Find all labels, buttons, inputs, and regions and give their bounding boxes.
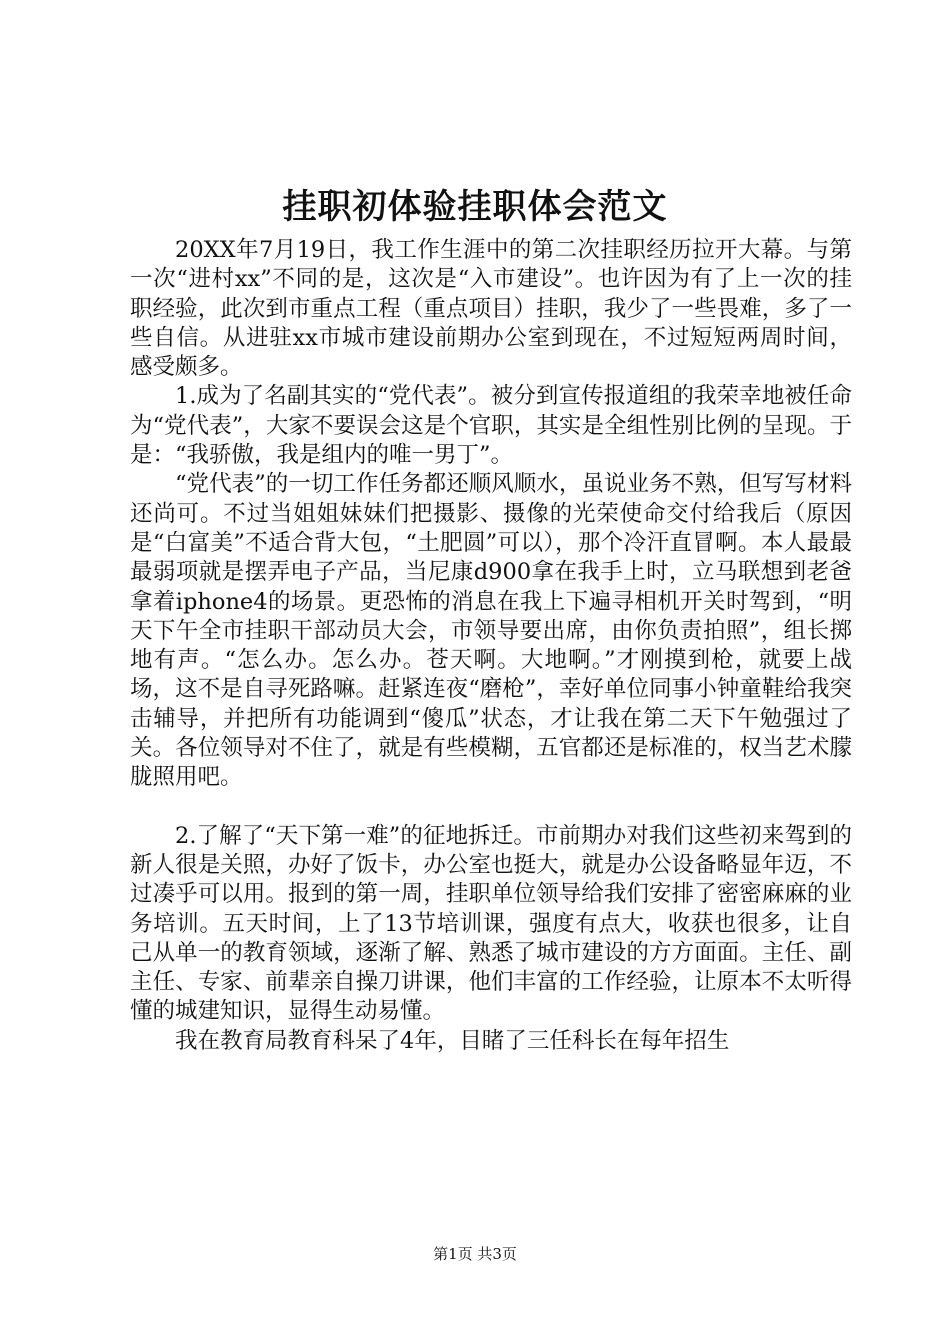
paragraph-section-1: 1.成为了名副其实的“党代表”。被分到宣传报道组的我荣幸地被任命为“党代表”，大家不要误会这是个官职，其实是全组性别比例的呈现。于是：“我骄傲，我是组内的唯一男丁”。 [130,383,852,469]
document-body [130,236,852,1056]
paragraph-intro: 20XX年7月19日，我工作生涯中的第二次挂职经历拉开大幕。与第一次“进村xx”不同的是，这次是“入市建设”。也许因为有了上一次的挂职经验，此次到市重点工程（重点项目）挂职，我少了一些畏难，多了一些自信。从进驻xx市城市建设前期办公室到现在，不过短短两周时间，感受颇多。 [130,237,852,381]
page-footer: 第1页 共3页 [433,1245,517,1263]
paragraph-section-2: 2.了解了“天下第一难”的征地拆迁。市前期办对我们这些初来驾到的新人很是关照，办好了饭卡，办公室也挺大，就是办公设备略显年迈，不过凑乎可以用。报到的第一周，挂职单位领导给我们安排了密密麻麻的业务培训。五天时间，上了13节培训课，强度有点大，收获也很多，让自己从单一的教育领域，逐渐了解、熟悉了城市建设的方方面面。主任、副主任、专家、前辈亲自操刀讲课，他们丰富的工作经验，让原本不太听得懂的城建知识，显得生动易懂。 [130,822,852,1025]
paragraph-education-bureau: 我在教育局教育科呆了4年，目睹了三任科长在每年招生 [175,1027,730,1054]
paragraph-party-rep: “党代表”的一切工作任务都还顺风顺水，虽说业务不熟，但写写材料还尚可。不过当姐姐妹妹们把摄影、摄像的光荣使命交付给我后（原因是“白富美”不适合背大包，“土肥圆”可以），那个冷汗直冒啊。本人最最最弱项就是摆弄电子产品，当尼康d900拿在我手上时，立马联想到老爸拿着iphone4的场景。更恐怖的消息在我上下遍寻相机开关时驾到，“明天下午全市挂职干部动员大会，市领导要出席，由你负责拍照”，组长掷地有声。“怎么办。怎么办。苍天啊。大地啊。”才刚摸到枪，就要上战场，这不是自寻死路嘛。赶紧连夜“磨枪”，幸好单位同事小钟童鞋给我突击辅导，并把所有功能调到“傻瓜”状态，才让我在第二天下午勉强过了关。各位领导对不住了，就是有些模糊，五官都还是标准的，权当艺术朦胧照用吧。 [130,471,852,791]
document-title: 挂职初体验挂职体会范文 [282,187,668,227]
